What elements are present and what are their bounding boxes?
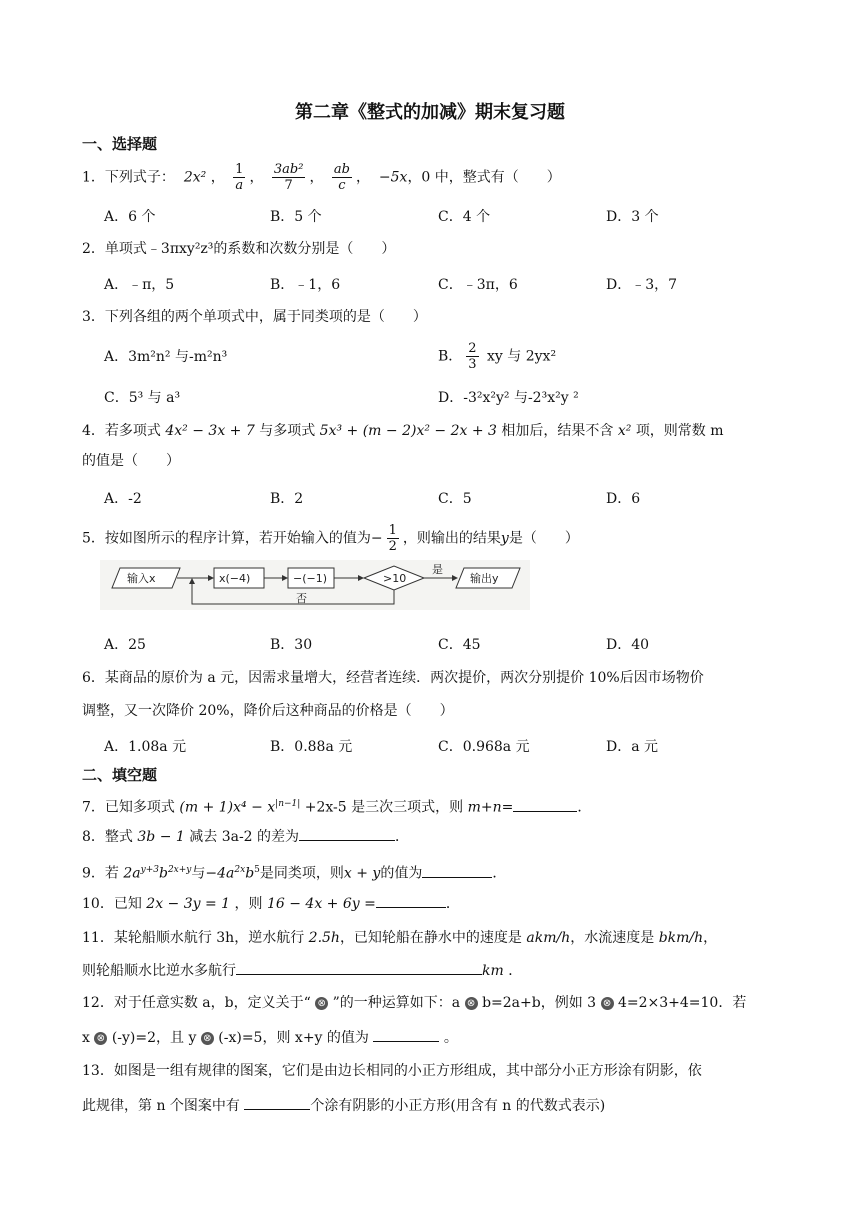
q4-option-a[interactable]: A．-2 — [104, 491, 142, 507]
question-13-line-2 — [82, 1095, 605, 1116]
q5-text-a: 5．按如图所示的程序计算，若开始输入的值为− — [82, 530, 383, 547]
q9-text-b: 是同类项，则 — [259, 865, 344, 882]
q12-text-d: 4=2×3+4=10．若 — [617, 995, 747, 1011]
q2-option-b[interactable]: B．﹣1，6 — [270, 277, 341, 293]
question-4-line-2: 的值是（ ） — [82, 453, 180, 469]
otimes-icon: ⊗ — [601, 997, 614, 1010]
q2-option-c[interactable]: C．﹣3π，6 — [438, 277, 518, 293]
q9-mid: 与 — [191, 865, 206, 882]
q3-option-b[interactable] — [438, 342, 556, 371]
flow-multiply-label: x(−4) — [219, 572, 251, 585]
q13-line-2-a: 此规律，第 n 个图案中有 — [82, 1098, 240, 1114]
q12-line-2-b: (-y)=2，且 y — [111, 1030, 197, 1046]
question-3: 3．下列各组的两个单项式中，属于同类项的是（ ） — [82, 309, 427, 325]
q4-expr-2: 5x³ + (m − 2)x² − 2x + 3 — [319, 423, 497, 439]
flow-decision-label: >10 — [383, 572, 407, 585]
q1-f3-num: ab — [333, 162, 350, 177]
question-6: 6．某商品的原价为 a 元，因需求量增大，经营者连续．两次提价，两次分别提价 10%后因市场物价 — [82, 670, 704, 686]
q9-term-1-exp-2: 2x+y — [167, 865, 192, 875]
flow-no-label: 否 — [296, 592, 307, 605]
q9-text-a: 9．若 — [82, 865, 124, 882]
flow-minus-label: −(−1) — [293, 572, 328, 585]
q11-expr-2: akm/h — [526, 930, 571, 946]
q1-option-a[interactable]: A．6 个 — [104, 209, 156, 225]
q12-line-2-a: x — [82, 1030, 90, 1046]
q11-expr-1: 2.5h — [308, 930, 340, 946]
q6-option-b[interactable]: B．0.88a 元 — [270, 739, 353, 755]
q11-unit: km — [482, 963, 504, 979]
q9-term-2-b: b — [245, 865, 255, 882]
q10-expr-2: 16 − 4x + 6y = — [266, 896, 376, 912]
q7-answer-blank[interactable] — [513, 797, 577, 812]
question-9 — [82, 860, 506, 884]
q8-expr: 3b − 1 — [137, 829, 185, 845]
flow-arrowhead-2 — [282, 575, 288, 581]
q11-text-d: ， — [703, 930, 718, 946]
q4-expr-3: x² — [617, 423, 632, 439]
q12-answer-blank[interactable] — [373, 1027, 439, 1042]
flow-input-label: 输入x — [127, 572, 156, 585]
q3-option-d[interactable]: D．-3²x²y² 与-2³x²y ² — [438, 390, 579, 406]
q10-end: ． — [445, 896, 460, 912]
otimes-icon: ⊗ — [94, 1032, 107, 1045]
q4-text-a: 4．若多项式 — [82, 423, 161, 439]
q1-f1-den: a — [235, 178, 244, 193]
q12-text-c: b=2a+b，例如 3 — [482, 995, 597, 1011]
q1-fraction-2 — [272, 163, 306, 192]
q5-option-d[interactable]: D．40 — [606, 637, 650, 653]
q9-term-1: 2a — [123, 865, 141, 882]
q12-line-2-d: 。 — [443, 1030, 458, 1046]
q9-term-2-exp-1: 2x — [234, 865, 246, 875]
question-11 — [82, 928, 717, 948]
question-8 — [82, 826, 409, 847]
q8-answer-blank[interactable] — [299, 826, 395, 841]
q1-text-a: 下列式子： — [104, 169, 175, 186]
q6-option-a[interactable]: A．1.08a 元 — [104, 739, 187, 755]
q12-line-2-c: (-x)=5，则 x+y 的值为 — [218, 1030, 369, 1046]
question-1: 1．下列式子： 2x² ， $\frac{1}{a}$ ， $\frac{\text{3ab²}}{7}$ ， $\frac{ab}{c}$ ， −5x，0 中，整式有（ ） — [82, 162, 561, 193]
q1-number: 1． — [82, 169, 105, 186]
question-6-line-2: 调整，又一次降价 20%，降价后这种商品的价格是（ ） — [82, 703, 454, 719]
q7-text-a: 7．已知多项式 — [82, 799, 175, 816]
q1-option-c[interactable]: C．4 个 — [438, 209, 491, 225]
question-10 — [82, 893, 460, 914]
q2-option-a[interactable]: A．﹣π，5 — [104, 277, 175, 293]
q3-option-b-text: xy 与 2yx² — [482, 348, 557, 365]
question-11-line-2 — [82, 960, 522, 981]
q1-sep: ， — [210, 169, 225, 186]
otimes-icon: ⊗ — [201, 1032, 214, 1045]
q9-expr: x + y — [343, 865, 381, 882]
section-heading-choice: 一、选择题 — [82, 135, 158, 153]
q10-answer-blank[interactable] — [376, 893, 446, 908]
q5-frac-den: 2 — [388, 539, 397, 554]
q2-option-d[interactable]: D．﹣3，7 — [606, 277, 678, 293]
q8-text-b: 减去 3a-2 的差为 — [189, 829, 300, 845]
q7-end: ． — [577, 799, 592, 816]
q3-option-c[interactable]: C．5³ 与 a³ — [104, 390, 181, 406]
question-7 — [82, 794, 591, 818]
q1-f2-num: 3ab² — [273, 162, 304, 177]
q5-fraction — [387, 524, 399, 553]
otimes-icon: ⊗ — [465, 997, 478, 1010]
q11-end: ． — [508, 963, 523, 979]
q1-expr-5: −5x — [378, 169, 408, 186]
q3-option-b-fraction — [466, 342, 478, 371]
q9-end: ． — [492, 865, 507, 882]
q5-text-c: 是（ ） — [508, 530, 579, 547]
q10-text-a: 10．已知 — [82, 896, 142, 912]
q11-text-b: ，已知轮船在静水中的速度是 — [339, 930, 522, 946]
page-title: 第二章《整式的加减》期末复习题 — [295, 102, 565, 123]
q10-expr-1: 2x − 3y = 1 — [146, 896, 231, 912]
flow-output-label: 输出y — [470, 572, 499, 585]
q9-term-2: −4a — [205, 865, 235, 882]
q10-mid: ，则 — [234, 896, 263, 912]
question-4 — [82, 421, 724, 441]
q12-text-b: ”的一种运算如下：a — [332, 995, 461, 1011]
flowchart-svg — [100, 560, 530, 610]
question-13: 13．如图是一组有规律的图案，它们是由边长相同的小正方形组成，其中部分小正方形涂有阴影，依 — [82, 1063, 702, 1079]
q1-fraction-3 — [332, 163, 352, 192]
q7-exponent: |n−1| — [275, 799, 301, 809]
q11-text-a: 11．某轮船顺水航行 3h，逆水航行 — [82, 930, 305, 946]
q4-text-d: 项，则常数 m — [635, 423, 724, 439]
question-2: 2．单项式﹣3πxy²z³的系数和次数分别是（ ） — [82, 241, 396, 257]
flow-arrowhead-1 — [208, 575, 214, 581]
q12-text-a: 12．对于任意实数 a，b，定义关于“ — [82, 995, 311, 1011]
q11-text-c: ，水流速度是 — [570, 930, 655, 946]
flow-arrowhead-no — [189, 578, 195, 584]
q7-text-b: +2x-5 是三次三项式，则 — [300, 799, 468, 816]
q7-mn: m+n= — [467, 799, 514, 816]
q3-b-num: 2 — [468, 341, 477, 356]
flow-arrowhead-yes — [452, 575, 458, 581]
q7-expr: (m + 1)x⁴ − x — [179, 799, 276, 816]
question-12-line-2 — [82, 1027, 458, 1048]
section-heading-fill: 二、填空题 — [82, 766, 158, 784]
q8-end: ． — [395, 829, 410, 845]
question-5 — [82, 524, 579, 553]
q9-term-1-exp-1: y+3 — [140, 865, 159, 875]
q1-option-b[interactable]: B．5 个 — [270, 209, 322, 225]
q1-text-b: ，0 中，整式有（ ） — [407, 169, 561, 186]
q1-f3-den: c — [338, 178, 346, 193]
q4-text-b: 与多项式 — [259, 423, 316, 439]
q4-option-d[interactable]: D．6 — [606, 491, 641, 507]
q11-expr-3: bkm/h — [658, 930, 704, 946]
flow-yes-label: 是 — [432, 563, 443, 576]
q9-answer-blank[interactable] — [422, 863, 492, 878]
q1-f1-num: 1 — [235, 162, 244, 177]
q8-text-a: 8．整式 — [82, 829, 133, 845]
q6-option-d[interactable]: D．a 元 — [606, 739, 659, 755]
question-12 — [82, 993, 746, 1013]
q1-option-d[interactable]: D．3 个 — [606, 209, 659, 225]
q5-text-b: ，则输出的结果 — [402, 530, 501, 547]
q13-line-2-b: 个涂有阴影的小正方形(用含有 n 的代数式表示) — [310, 1098, 606, 1114]
q11-line-2-text: 则轮船顺水比逆水多航行 — [82, 963, 236, 979]
q5-option-c[interactable]: C．45 — [438, 637, 481, 653]
q5-option-a[interactable]: A．25 — [104, 637, 146, 653]
q4-option-c[interactable]: C．5 — [438, 491, 472, 507]
q6-option-c[interactable]: C．0.968a 元 — [438, 739, 530, 755]
otimes-icon: ⊗ — [315, 997, 328, 1010]
q3-option-b-label: B． — [438, 348, 463, 365]
q13-answer-blank[interactable] — [244, 1095, 310, 1110]
q4-option-b[interactable]: B．2 — [270, 491, 304, 507]
q11-answer-blank[interactable] — [236, 960, 482, 975]
q9-text-c: 的值为 — [380, 865, 423, 882]
q4-expr-1: 4x² − 3x + 7 — [165, 423, 255, 439]
q9-term-2-exp-2: 5 — [254, 865, 260, 875]
q1-f2-den: 7 — [284, 178, 293, 193]
q5-flowchart — [100, 560, 530, 610]
q1-fraction-1 — [233, 163, 245, 192]
q5-var: y — [500, 530, 509, 547]
q4-text-c: 相加后，结果不含 — [501, 423, 614, 439]
q1-expr-1: 2x² — [183, 169, 207, 186]
q3-option-a[interactable]: A．3m²n² 与-m²n³ — [104, 349, 228, 365]
q3-b-den: 3 — [468, 357, 477, 372]
q5-option-b[interactable]: B．30 — [270, 637, 313, 653]
q5-frac-num: 1 — [388, 523, 397, 538]
q9-term-1-b: b — [158, 865, 168, 882]
